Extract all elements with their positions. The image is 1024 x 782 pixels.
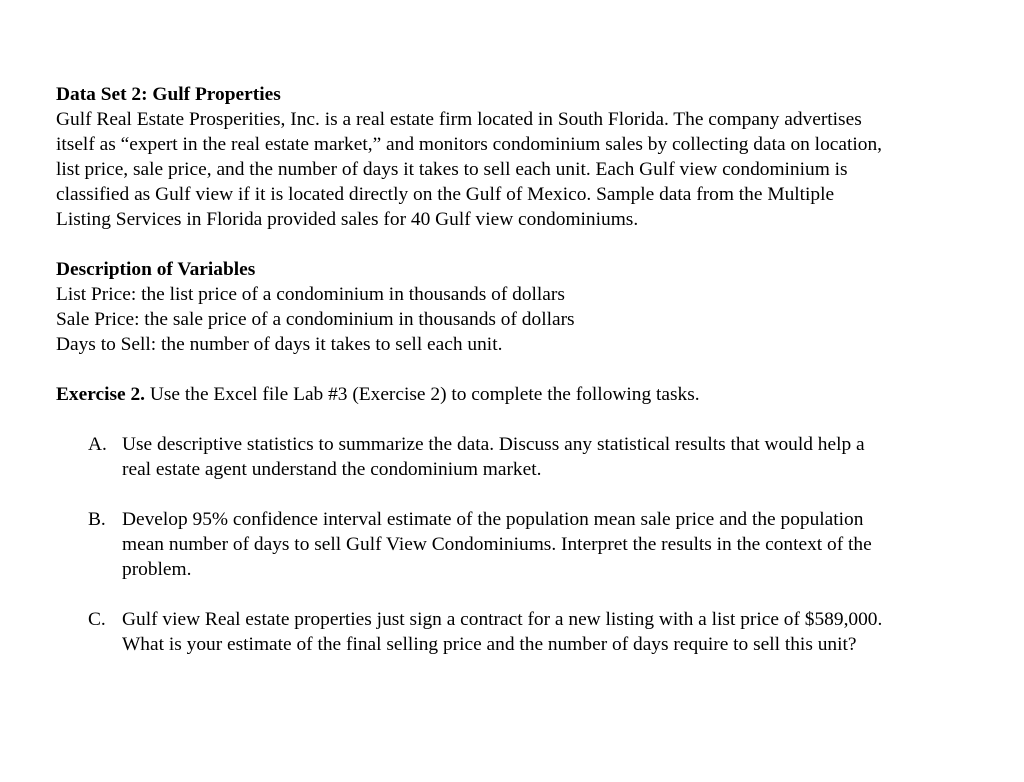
task-item-b xyxy=(56,507,996,582)
task-text-line: Develop 95% confidence interval estimate of the population mean sale price and the population xyxy=(122,509,864,530)
task-list xyxy=(56,432,996,657)
document-page xyxy=(56,82,996,657)
variable-list-price: List Price: the list price of a condominium in thousands of dollars xyxy=(56,284,565,305)
task-spacer xyxy=(56,582,996,607)
task-text-line: Gulf view Real estate properties just sign a contract for a new listing with a list price of $589,000. xyxy=(122,609,883,630)
section-spacer xyxy=(56,407,996,432)
task-marker: A. xyxy=(88,434,107,455)
dataset-paragraph-line: Listing Services in Florida provided sales for 40 Gulf view condominiums. xyxy=(56,209,639,230)
task-text-line: What is your estimate of the final selling price and the number of days require to sell this unit? xyxy=(122,634,857,655)
section-spacer xyxy=(56,232,996,257)
task-spacer xyxy=(56,482,996,507)
task-marker: C. xyxy=(88,609,106,630)
dataset-section xyxy=(56,82,996,232)
dataset-paragraph-line: itself as “expert in the real estate market,” and monitors condominium sales by collecting data on location, xyxy=(56,134,882,155)
task-text-line: Use descriptive statistics to summarize the data. Discuss any statistical results that would help a xyxy=(122,434,865,455)
dataset-paragraph-line: classified as Gulf view if it is located directly on the Gulf of Mexico. Sample data from the Multiple xyxy=(56,184,835,205)
task-text-line: mean number of days to sell Gulf View Condominiums. Interpret the results in the context of the xyxy=(122,534,872,555)
dataset-paragraph-line: Gulf Real Estate Prosperities, Inc. is a real estate firm located in South Florida. The company advertises xyxy=(56,109,862,130)
task-text-line: real estate agent understand the condominium market. xyxy=(122,459,542,480)
variables-section xyxy=(56,257,996,357)
task-marker: B. xyxy=(88,509,106,530)
exercise-text: Use the Excel file Lab #3 (Exercise 2) to complete the following tasks. xyxy=(145,384,700,405)
dataset-title: Data Set 2: Gulf Properties xyxy=(56,84,281,105)
exercise-label: Exercise 2. xyxy=(56,384,146,405)
variable-days-to-sell: Days to Sell: the number of days it takes to sell each unit. xyxy=(56,334,503,355)
variables-title: Description of Variables xyxy=(56,259,256,280)
task-item-a xyxy=(56,432,996,482)
exercise-instruction xyxy=(56,382,996,407)
task-item-c xyxy=(56,607,996,657)
dataset-paragraph-line: list price, sale price, and the number of days it takes to sell each unit. Each Gulf view condominium is xyxy=(56,159,848,180)
task-text-line: problem. xyxy=(122,559,192,580)
variable-sale-price: Sale Price: the sale price of a condominium in thousands of dollars xyxy=(56,309,575,330)
section-spacer xyxy=(56,357,996,382)
